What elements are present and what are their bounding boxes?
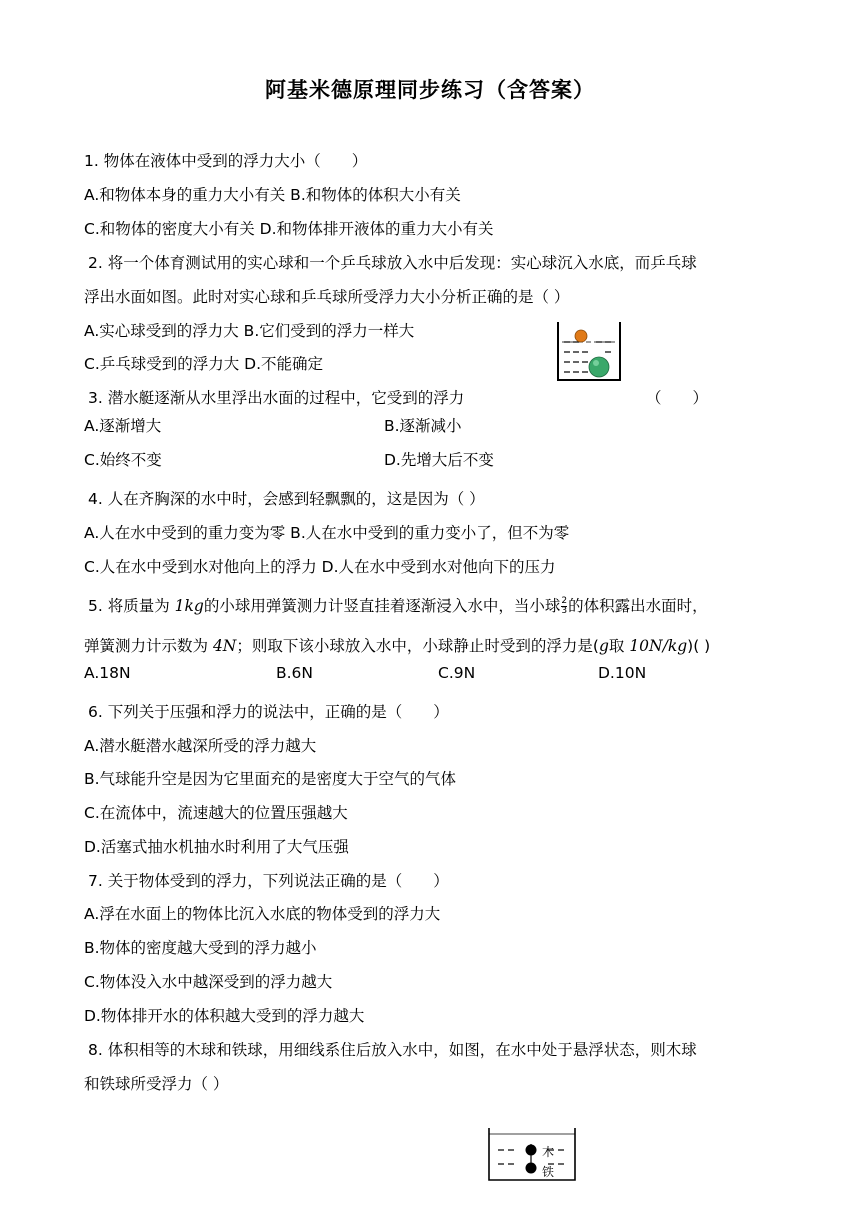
q3-answer-paren: （ ） xyxy=(646,389,709,407)
q5-option-d: D.10N xyxy=(598,664,647,682)
q7-option-b: B.物体的密度越大受到的浮力越小 xyxy=(84,939,317,957)
q3-option-a: A.逐渐增大 xyxy=(84,417,162,435)
q8-stem-line1: 8. 体积相等的木球和铁球，用细线系住后放入水中，如图，在水中处于悬浮状态，则木球 xyxy=(88,1041,697,1059)
q6-option-a: A.潜水艇潜水越深所受的浮力越大 xyxy=(84,737,317,755)
q2-options-cd: C.乒乓球受到的浮力大 D.不能确定 xyxy=(84,355,324,373)
q3-option-c: C.始终不变 xyxy=(84,451,162,469)
q5-stem-line1: 5. 将质量为 1kg的小球用弹簧测力计竖直挂着逐渐浸入水中，当小球 $\frac{2}{3}$ 的体积露出水面时， xyxy=(88,596,708,616)
q4-options-cd: C.人在水中受到水对他向上的浮力 D.人在水中受到水对他向下的压力 xyxy=(84,558,556,576)
q3-stem: 3. 潜水艇逐渐从水里浮出水面的过程中，它受到的浮力 xyxy=(88,389,465,407)
q1-options-ab: A.和物体本身的重力大小有关 B.和物体的体积大小有关 xyxy=(84,186,461,204)
q7-option-d: D.物体排开水的体积越大受到的浮力越大 xyxy=(84,1007,365,1025)
q2-options-ab: A.实心球受到的浮力大 B.它们受到的浮力一样大 xyxy=(84,322,415,340)
q6-option-b: B.气球能升空是因为它里面充的是密度大于空气的气体 xyxy=(84,770,457,788)
q5-option-a: A.18N xyxy=(84,664,131,682)
q8-label-wood: 木 xyxy=(542,1145,555,1159)
q4-options-ab: A.人在水中受到的重力变为零 B.人在水中受到的重力变小了，但不为零 xyxy=(84,524,570,542)
q1-stem: 1. 物体在液体中受到的浮力大小（ ） xyxy=(84,152,368,170)
q8-beaker-figure xyxy=(486,1126,578,1186)
page-title: 阿基米德原理同步练习（含答案） xyxy=(265,78,595,102)
q6-stem: 6. 下列关于压强和浮力的说法中，正确的是（ ） xyxy=(88,703,449,721)
q5-option-b: B.6N xyxy=(276,664,314,682)
q3-option-b: B.逐渐减小 xyxy=(384,417,462,435)
q5-option-c: C.9N xyxy=(438,664,476,682)
q2-stem-line2: 浮出水面如图。此时对实心球和乒乓球所受浮力大小分析正确的是（ ） xyxy=(84,288,570,306)
q1-options-cd: C.和物体的密度大小有关 D.和物体排开液体的重力大小有关 xyxy=(84,220,494,238)
q2-stem-line1: 2. 将一个体育测试用的实心球和一个乒乓球放入水中后发现：实心球沉入水底，而乒乓球 xyxy=(88,254,697,272)
q8-label-iron: 铁 xyxy=(542,1165,555,1179)
q8-stem-line2: 和铁球所受浮力（ ） xyxy=(84,1075,229,1093)
q6-option-c: C.在流体中，流速越大的位置压强越大 xyxy=(84,804,348,822)
q7-option-a: A.浮在水面上的物体比沉入水底的物体受到的浮力大 xyxy=(84,905,441,923)
q4-stem: 4. 人在齐胸深的水中时，会感到轻飘飘的，这是因为（ ） xyxy=(88,490,485,508)
q7-stem: 7. 关于物体受到的浮力，下列说法正确的是（ ） xyxy=(88,872,449,890)
q2-beaker-figure xyxy=(556,318,622,382)
q5-stem-line2: 弹簧测力计示数为 4N；则取下该小球放入水中，小球静止时受到的浮力是(g取 10N/kg)( ) xyxy=(84,637,711,655)
q5-fraction: $\frac{2}{3}$ xyxy=(561,596,568,616)
q6-option-d: D.活塞式抽水机抽水时利用了大气压强 xyxy=(84,838,349,856)
q3-option-d: D.先增大后不变 xyxy=(384,451,494,469)
q7-option-c: C.物体没入水中越深受到的浮力越大 xyxy=(84,973,333,991)
